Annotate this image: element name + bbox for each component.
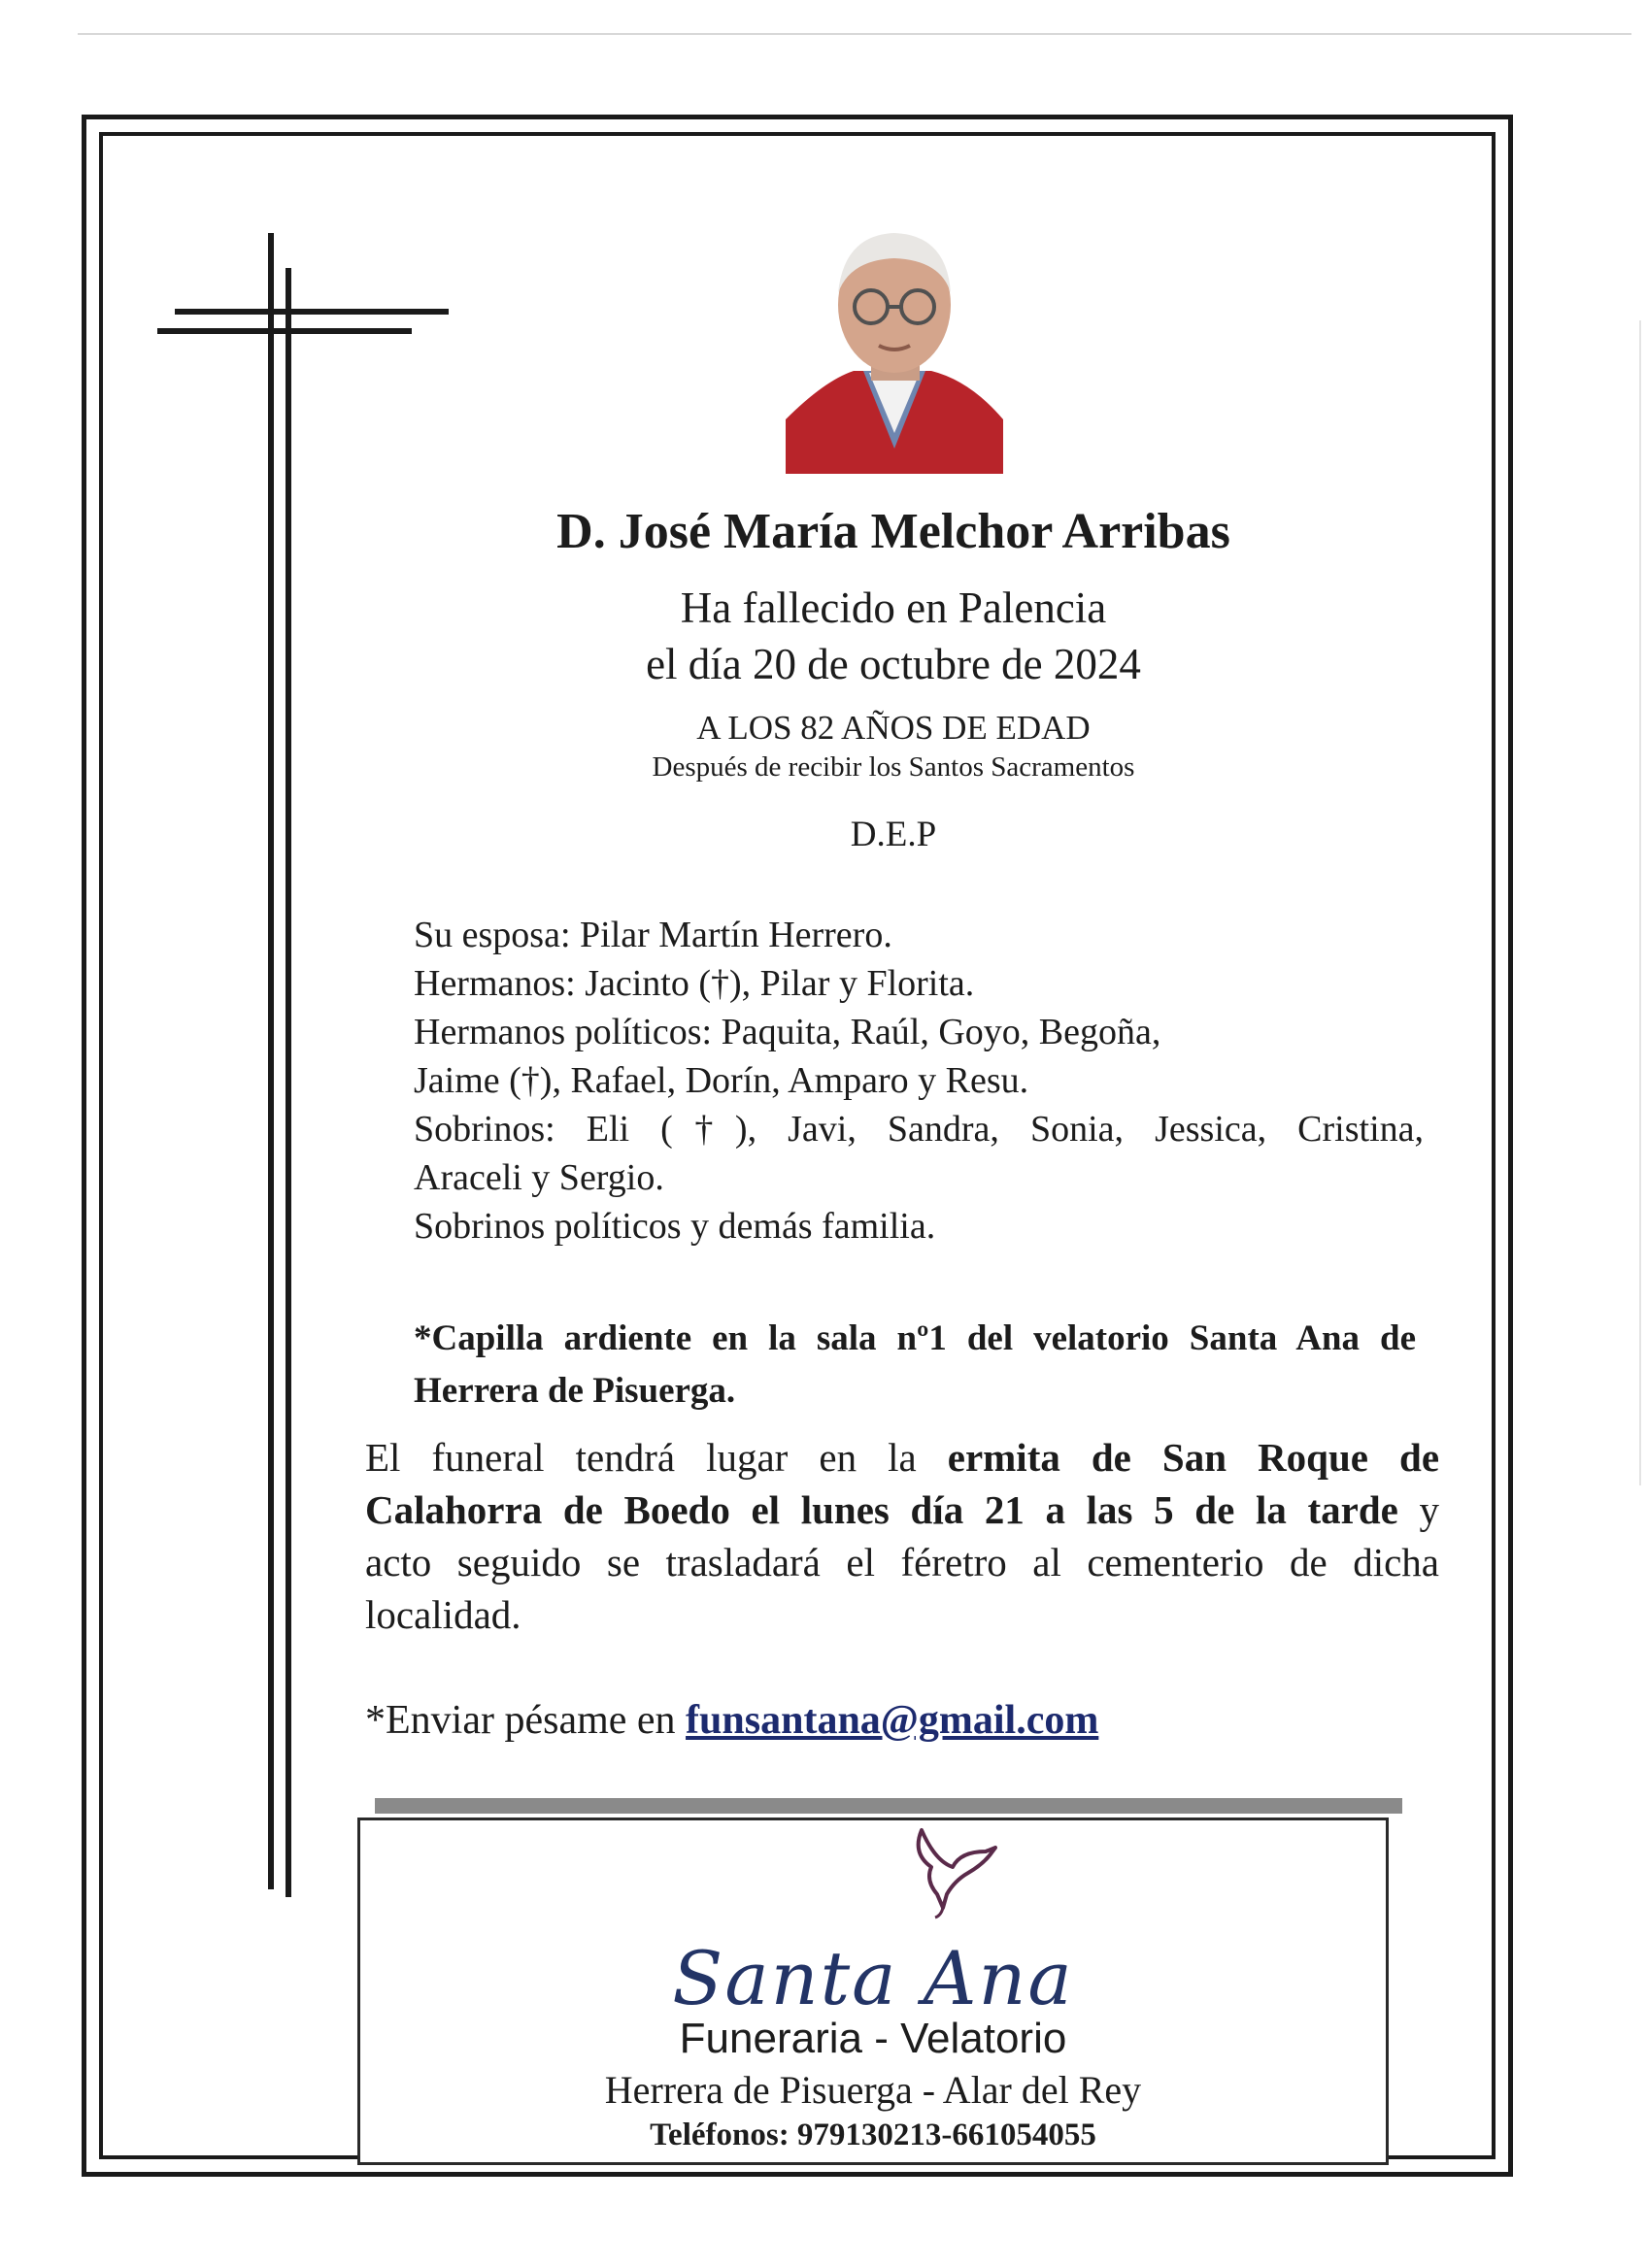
funeral-conj: y [1419, 1487, 1439, 1532]
funeral-place-2: Calahorra de Boedo el lunes día 21 a las 5 de la tarde [365, 1487, 1398, 1532]
funeral-notice [365, 1431, 1439, 1641]
funeral-intro: El funeral tendrá lugar en la [365, 1435, 917, 1480]
family-line: Su esposa: Pilar Martín Herrero. [414, 915, 892, 955]
funeral-line-4: localidad. [365, 1592, 521, 1637]
funeral-place-1: ermita de San Roque de [947, 1435, 1440, 1480]
death-date: el día 20 de octubre de 2024 [646, 640, 1141, 688]
dep-line: D.E.P [850, 815, 937, 854]
dove-icon [892, 1822, 1009, 1919]
death-place: Ha fallecido en Palencia [680, 584, 1107, 632]
email-link[interactable]: funsantana@gmail.com [686, 1698, 1099, 1743]
funeral-home-locations: Herrera de Pisuerga - Alar del Rey [604, 2068, 1142, 2112]
deceased-name: D. José María Melchor Arribas [556, 504, 1230, 559]
condolences-line [365, 1697, 1098, 1744]
family-line: Jaime (†), Rafael, Dorín, Amparo y Resu. [414, 1060, 1029, 1101]
condolences-text: *Enviar pésame en [365, 1698, 676, 1743]
ad-shadow [375, 1798, 1402, 1814]
scan-edge-top [78, 33, 1631, 35]
scan-edge-right [1639, 320, 1641, 1485]
family-list [414, 911, 1424, 1251]
chapel-notice: *Capilla ardiente en la sala nº1 del velatorio Santa Ana de Herrera de Pisuerga. [414, 1318, 1416, 1411]
sacraments-line: Después de recibir los Santos Sacramentos [652, 751, 1135, 783]
age-line: A LOS 82 AÑOS DE EDAD [696, 709, 1091, 747]
family-line: Araceli y Sergio. [414, 1157, 664, 1198]
funeral-home-ad [357, 1818, 1389, 2165]
funeral-home-subtitle: Funeraria - Velatorio [679, 2015, 1067, 2062]
portrait-photo [786, 225, 1003, 474]
family-line: Sobrinos políticos y demás familia. [414, 1206, 936, 1247]
funeral-home-logo: Santa Ana [672, 1935, 1074, 2021]
family-line: Sobrinos: Eli (†), Javi, Sandra, Sonia, Jessica, Cristina, [414, 1109, 1424, 1150]
family-line: Hermanos: Jacinto (†), Pilar y Florita. [414, 963, 975, 1004]
funeral-line-3: acto seguido se trasladará el féretro al cementerio de dicha [365, 1540, 1439, 1584]
funeral-home-phones: Teléfonos: 979130213-661054055 [650, 2118, 1096, 2152]
family-line: Hermanos políticos: Paquita, Raúl, Goyo, Begoña, [414, 1012, 1161, 1052]
